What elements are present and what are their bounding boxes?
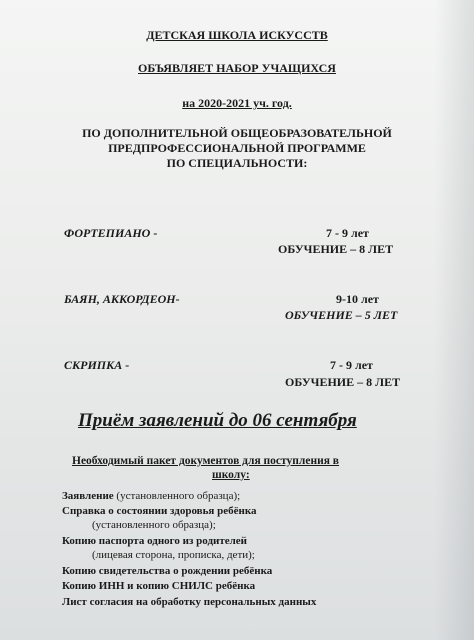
documents-heading-line-1: Необходимый пакет документов для поступления в bbox=[72, 455, 340, 467]
application-deadline: Приём заявлений до 06 сентября bbox=[78, 410, 357, 431]
document-item: Лист согласия на обработку персональных данных bbox=[62, 596, 317, 608]
document-item: Справка о состоянии здоровья ребёнка bbox=[62, 505, 257, 517]
document-item: Заявление (установленного образца); bbox=[62, 490, 241, 502]
program-line-2: ПРЕДПРОФЕССИОНАЛЬНОЙ ПРОГРАММЕ bbox=[108, 141, 366, 155]
specialty-name-bayan: БАЯН, АККОРДЕОН- bbox=[64, 292, 180, 306]
documents-heading-line-2: школу: bbox=[212, 469, 250, 481]
specialty-duration-piano: ОБУЧЕНИЕ – 8 ЛЕТ bbox=[278, 242, 394, 256]
specialty-name-piano: ФОРТЕПИАНО - bbox=[64, 226, 158, 240]
announce-title: ОБЪЯВЛЯЕТ НАБОР УЧАЩИХСЯ bbox=[138, 61, 336, 75]
document-item: Копию ИНН и копию СНИЛС ребёнка bbox=[62, 580, 256, 592]
program-line-3: ПО СПЕЦИАЛЬНОСТИ: bbox=[166, 156, 308, 170]
academic-year: на 2020-2021 уч. год. bbox=[182, 96, 292, 110]
specialty-name-violin: СКРИПКА - bbox=[64, 358, 130, 372]
specialty-age-bayan: 9-10 лет bbox=[336, 292, 379, 306]
school-title: ДЕТСКАЯ ШКОЛА ИСКУССТВ bbox=[146, 28, 328, 42]
specialty-age-violin: 7 - 9 лет bbox=[330, 358, 373, 372]
specialty-duration-violin: ОБУЧЕНИЕ – 8 ЛЕТ bbox=[285, 375, 401, 389]
program-line-1: ПО ДОПОЛНИТЕЛЬНОЙ ОБЩЕОБРАЗОВАТЕЛЬНОЙ bbox=[82, 126, 392, 140]
specialty-age-piano: 7 - 9 лет bbox=[326, 226, 369, 240]
document-item-note: (лицевая сторона, прописка, дети); bbox=[92, 549, 255, 561]
document-item: Копию паспорта одного из родителей bbox=[62, 535, 248, 547]
document-item-note: (установленного образца); bbox=[92, 519, 216, 531]
specialty-duration-bayan: ОБУЧЕНИЕ – 5 ЛЕТ bbox=[285, 308, 398, 322]
document-item: Копию свидетельства о рождении ребёнка bbox=[62, 565, 273, 577]
